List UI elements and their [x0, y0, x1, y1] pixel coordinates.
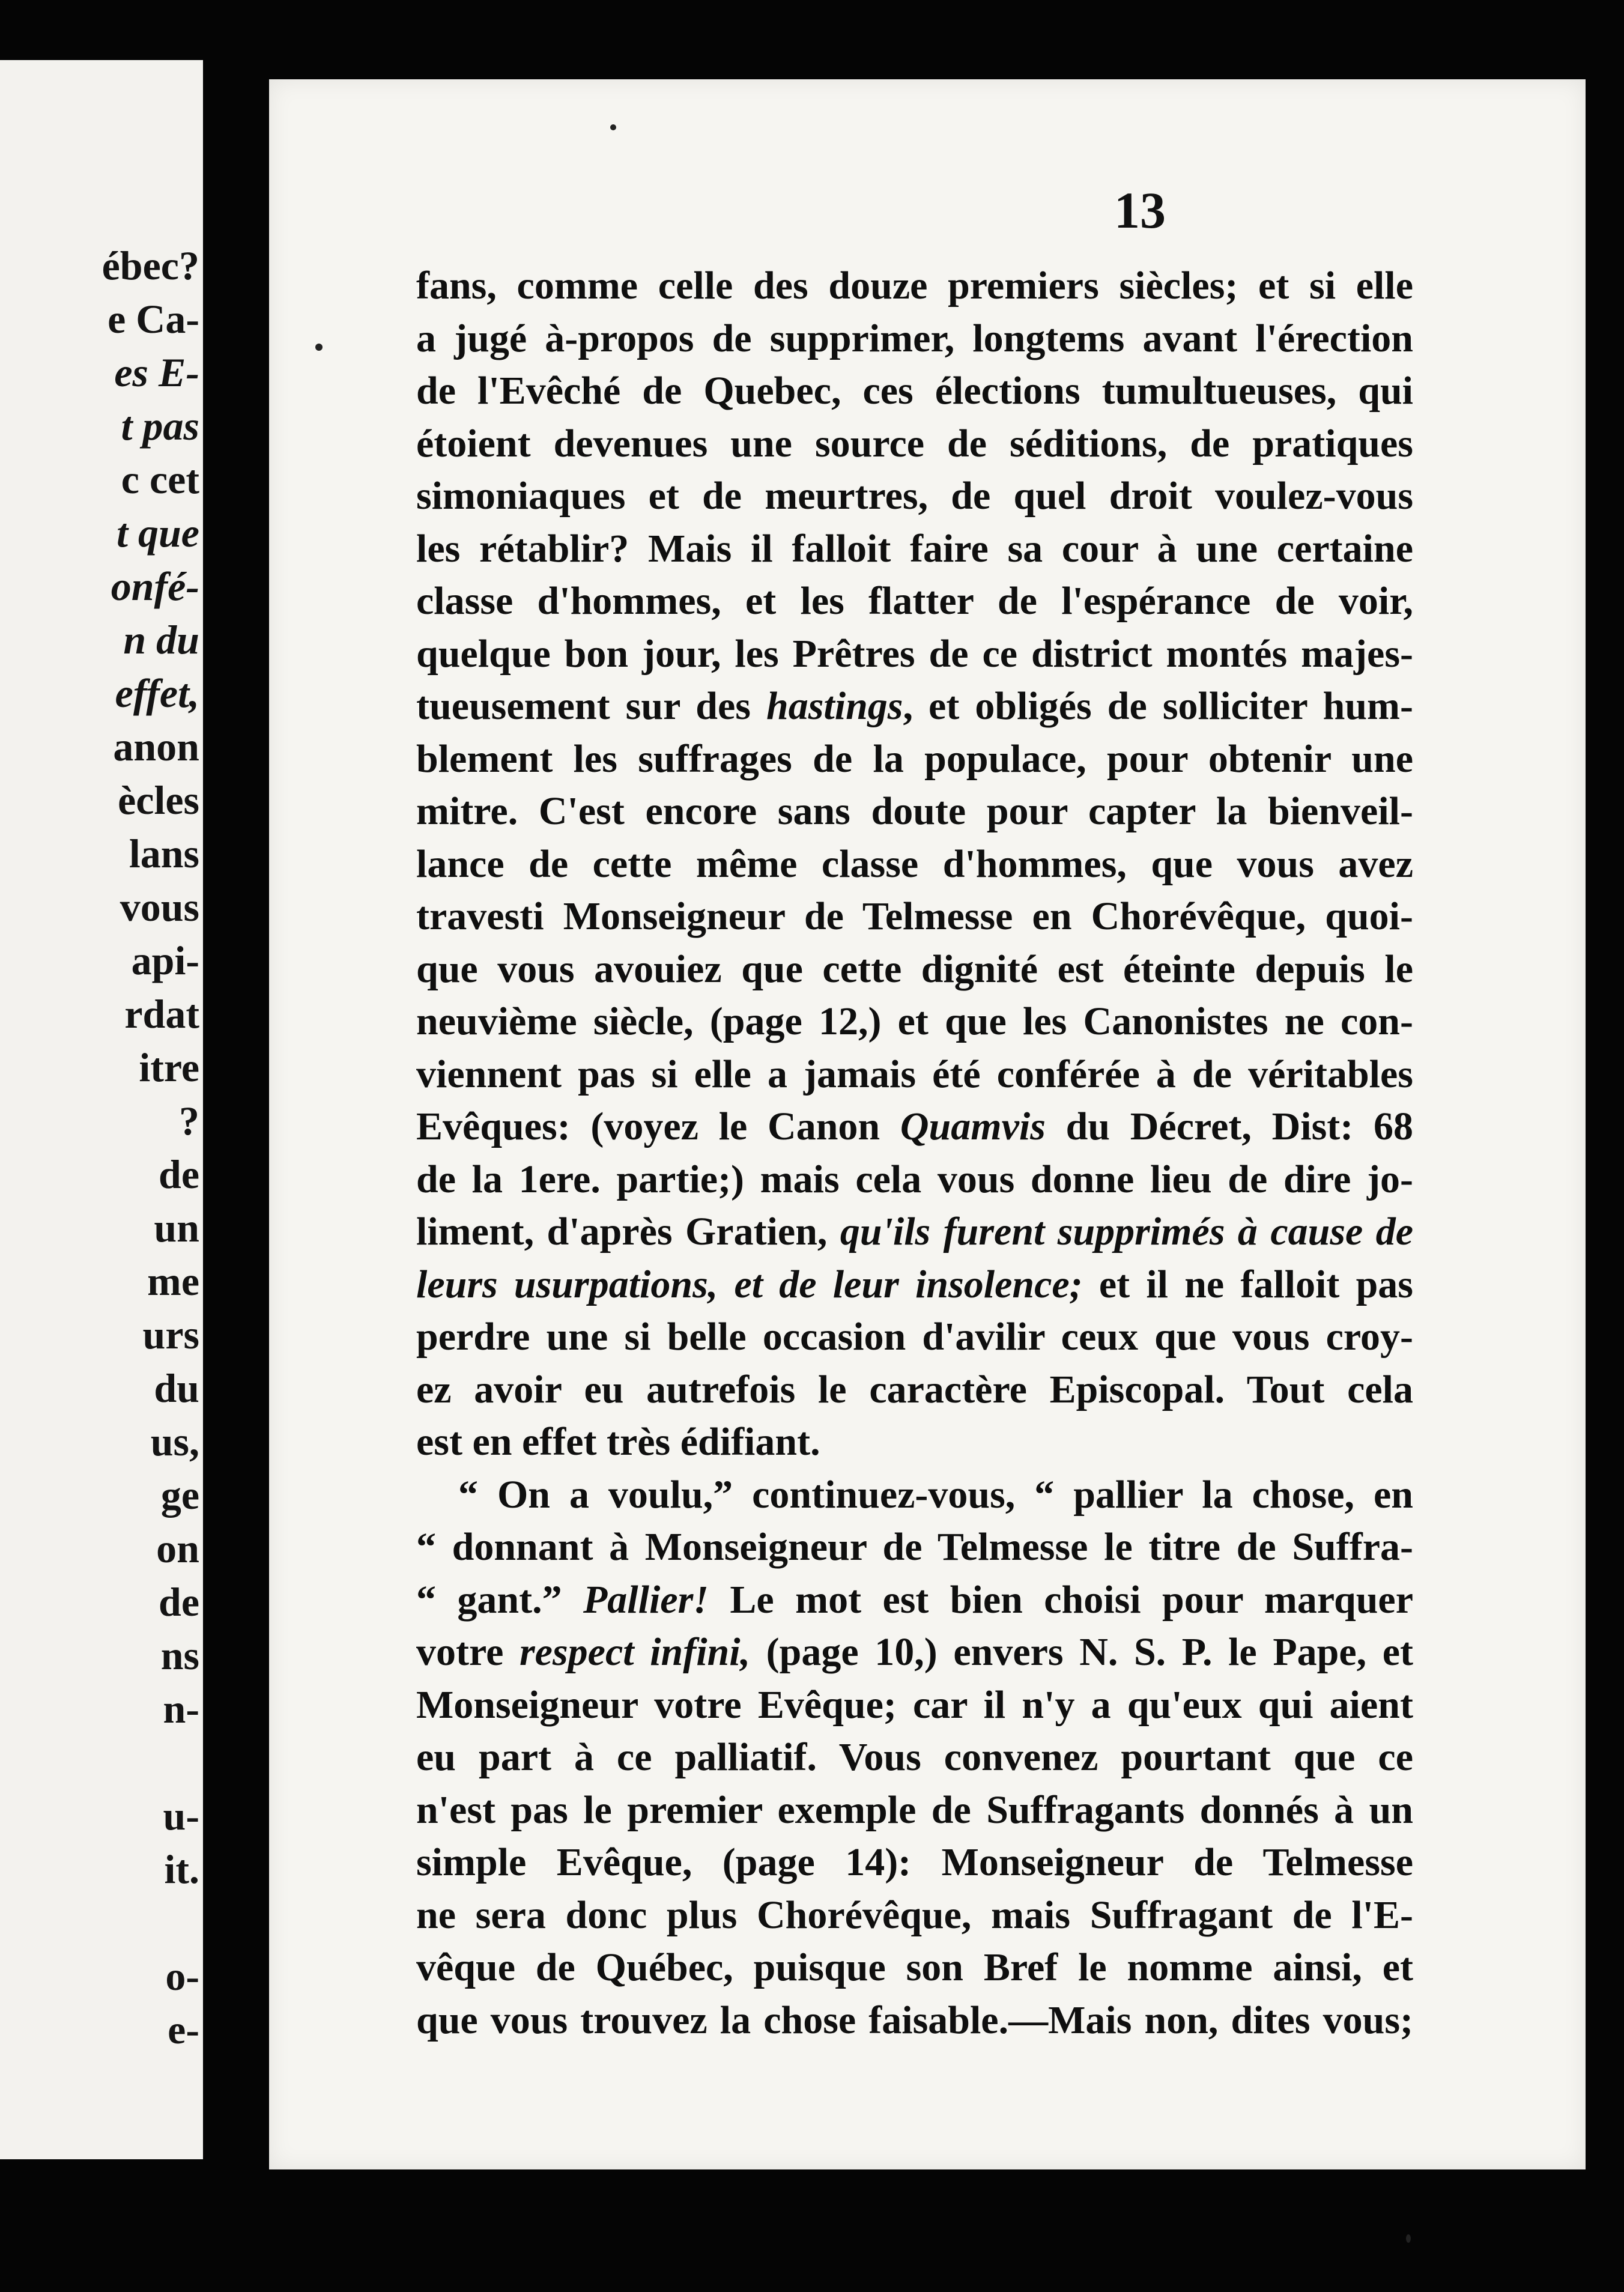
- text-line: [416, 1048, 1413, 1101]
- facing-page-fragment: ècles: [118, 777, 199, 823]
- facing-page-fragment: e Ca-: [108, 296, 199, 342]
- facing-page-fragment: ?: [179, 1098, 199, 1144]
- text-run: lance de cette même classe d'hommes, que vous avez: [416, 841, 1413, 886]
- facing-page-fragment: anon: [113, 724, 199, 769]
- facing-page-fragment: de: [159, 1579, 199, 1625]
- text-run: ne sera donc plus Chorévêque, mais Suffragant de l'E-: [416, 1893, 1413, 1937]
- text-run: a jugé à-propos de supprimer, longtems avant l'érection: [416, 316, 1413, 360]
- facing-page-fragment: n du: [123, 617, 199, 662]
- facing-page-fragment: [0, 1896, 199, 1950]
- main-page: [269, 79, 1586, 2169]
- text-line: [416, 1731, 1413, 1784]
- text-run: eu part à ce palliatif. Vous convenez pourtant que ce: [416, 1735, 1413, 1779]
- text-run: n'est pas le premier exemple de Suffragants donnés à un: [416, 1787, 1413, 1832]
- text-line: [416, 1258, 1413, 1311]
- text-run: et il ne falloit pas: [1082, 1262, 1413, 1306]
- text-line: [416, 365, 1413, 417]
- facing-page-fragment: u-: [163, 1793, 199, 1839]
- facing-page-fragment: es E-: [114, 350, 199, 395]
- text-line: [416, 1889, 1413, 1942]
- facing-page-fragment: c cet: [121, 456, 199, 502]
- facing-page-fragment: ge: [160, 1472, 199, 1518]
- text-line: [416, 1205, 1413, 1258]
- text-run: ez avoir eu autrefois le caractère Episcopal. Tout cela: [416, 1367, 1413, 1411]
- text-run: Evêques: (voyez le Canon: [416, 1105, 900, 1148]
- facing-page-fragment: itre: [139, 1044, 199, 1090]
- text-run: les rétablir? Mais il falloit faire sa cour à une certaine: [416, 526, 1413, 571]
- text-run: fans, comme celle des douze premiers siècles; et si elle: [416, 264, 1413, 308]
- text-line: [416, 890, 1413, 943]
- facing-page-fragment: lans: [129, 831, 199, 876]
- facing-page-fragment: onfé-: [111, 563, 199, 609]
- text-run: liment, d'après Gratien,: [416, 1210, 840, 1254]
- text-run: “ gant.”: [416, 1577, 583, 1622]
- facing-page: [0, 60, 203, 2159]
- text-line: [416, 733, 1413, 786]
- facing-page-fragment: api-: [131, 938, 199, 983]
- text-run: est en effet très édifiant.: [416, 1420, 820, 1464]
- text-line: [416, 995, 1413, 1048]
- text-line: [416, 628, 1413, 681]
- italic-run: respect infini,: [519, 1630, 751, 1674]
- facing-page-fragment: urs: [142, 1312, 199, 1357]
- ink-speck: [315, 344, 323, 351]
- italic-run: hastings: [766, 684, 903, 728]
- facing-page-fragment: us,: [150, 1419, 199, 1464]
- text-run: blement les suffrages de la populace, pour obtenir une: [416, 736, 1413, 781]
- text-run: que vous avouiez que cette dignité est éteinte depuis le: [416, 947, 1413, 991]
- facing-page-fragment: effet,: [115, 670, 199, 716]
- ink-speck: [1406, 2234, 1411, 2243]
- facing-page-fragment: rdat: [124, 991, 199, 1037]
- italic-run: leurs usurpations, et de leur insolence;: [416, 1262, 1083, 1306]
- facing-page-fragment: n-: [163, 1686, 199, 1732]
- text-line: [416, 943, 1413, 996]
- facing-page-fragment: du: [154, 1365, 199, 1411]
- text-line: [416, 1416, 1413, 1469]
- text-line: [416, 1311, 1413, 1363]
- text-run: Monseigneur votre Evêque; car il n'y a qu'eux qui aient: [416, 1682, 1413, 1727]
- ink-speck: [610, 124, 616, 130]
- text-run: travesti Monseigneur de Telmesse en Chorévêque, quoi-: [416, 894, 1413, 938]
- text-line: [416, 1994, 1413, 2047]
- text-line: [416, 785, 1413, 838]
- text-run: du Décret, Dist: 68: [1045, 1105, 1413, 1148]
- text-line: [416, 680, 1413, 733]
- facing-page-fragment: o-: [165, 1953, 199, 1999]
- facing-page-fragment: un: [154, 1205, 199, 1251]
- text-line: [416, 1469, 1413, 1521]
- facing-page-fragment: t que: [117, 510, 199, 556]
- italic-run: qu'ils furent supprimés à cause de: [840, 1210, 1413, 1254]
- text-line: [416, 417, 1413, 470]
- text-run: tueusement sur des: [416, 684, 766, 728]
- text-run: de la 1ere. partie;) mais cela vous donne lieu de dire jo-: [416, 1157, 1413, 1201]
- text-run: (page 10,) envers N. S. P. le Pape, et: [750, 1630, 1413, 1674]
- facing-page-fragment: ébec?: [102, 243, 199, 288]
- text-run: simoniaques et de meurtres, de quel droit voulez-vous: [416, 474, 1413, 518]
- text-line: [416, 312, 1413, 365]
- text-run: de l'Evêché de Quebec, ces élections tumultueuses, qui: [416, 369, 1413, 413]
- page-number: 13: [1114, 181, 1166, 239]
- facing-page-fragment: on: [156, 1526, 199, 1571]
- text-run: “ donnant à Monseigneur de Telmesse le titre de Suffra-: [416, 1525, 1413, 1569]
- text-line: [416, 523, 1413, 575]
- text-run: que vous trouvez la chose faisable.—Mais non, dites vous;: [416, 1998, 1413, 2042]
- italic-run: Pallier!: [583, 1577, 709, 1622]
- italic-run: Quamvis: [900, 1105, 1046, 1148]
- facing-page-fragment: t pas: [121, 403, 199, 449]
- text-run: classe d'hommes, et les flatter de l'espérance de voir,: [416, 579, 1413, 623]
- text-line: [416, 838, 1413, 891]
- text-run: mitre. C'est encore sans doute pour capter la bienveil-: [416, 789, 1413, 833]
- text-run: viennent pas si elle a jamais été conférée à de véritables: [416, 1052, 1413, 1096]
- text-run: simple Evêque, (page 14): Monseigneur de Telmesse: [416, 1840, 1413, 1884]
- text-line: [416, 1100, 1413, 1153]
- book-gutter: [203, 0, 269, 2292]
- facing-page-fragment: e-: [168, 2007, 199, 2052]
- facing-page-fragment: ns: [160, 1633, 199, 1678]
- text-line: [416, 1836, 1413, 1889]
- text-line: [416, 1679, 1413, 1732]
- facing-page-fragment: vous: [120, 884, 199, 930]
- text-line: [416, 1521, 1413, 1574]
- text-line: [416, 1626, 1413, 1679]
- text-run: neuvième siècle, (page 12,) et que les Canonistes ne con-: [416, 999, 1413, 1043]
- facing-page-fragment: de: [159, 1151, 199, 1197]
- text-line: [416, 1363, 1413, 1416]
- text-run: vêque de Québec, puisque son Bref le nomme ainsi, et: [416, 1945, 1413, 1989]
- facing-page-fragment: [0, 1736, 199, 1789]
- text-line: [416, 1153, 1413, 1206]
- text-run: Le mot est bien choisi pour marquer: [708, 1577, 1413, 1622]
- text-run: quelque bon jour, les Prêtres de ce district montés majes-: [416, 631, 1413, 676]
- facing-page-fragment: it.: [164, 1846, 199, 1892]
- text-run: votre: [416, 1630, 520, 1674]
- text-line: [416, 575, 1413, 628]
- text-run: perdre une si belle occasion d'avilir ceux que vous croy-: [416, 1315, 1413, 1359]
- text-run: étoient devenues une source de séditions, de pratiques: [416, 421, 1413, 465]
- text-line: [416, 1574, 1413, 1627]
- text-line: [416, 1784, 1413, 1837]
- facing-page-text: [0, 239, 203, 2057]
- page-body-text: [416, 259, 1413, 2046]
- text-run: “ On a voulu,” continuez-vous, “ pallier la chose, en: [458, 1472, 1413, 1517]
- text-run: , et obligés de solliciter hum-: [903, 684, 1413, 728]
- facing-page-fragment: me: [147, 1258, 199, 1304]
- text-line: [416, 470, 1413, 523]
- text-line: [416, 259, 1413, 312]
- text-line: [416, 1941, 1413, 1994]
